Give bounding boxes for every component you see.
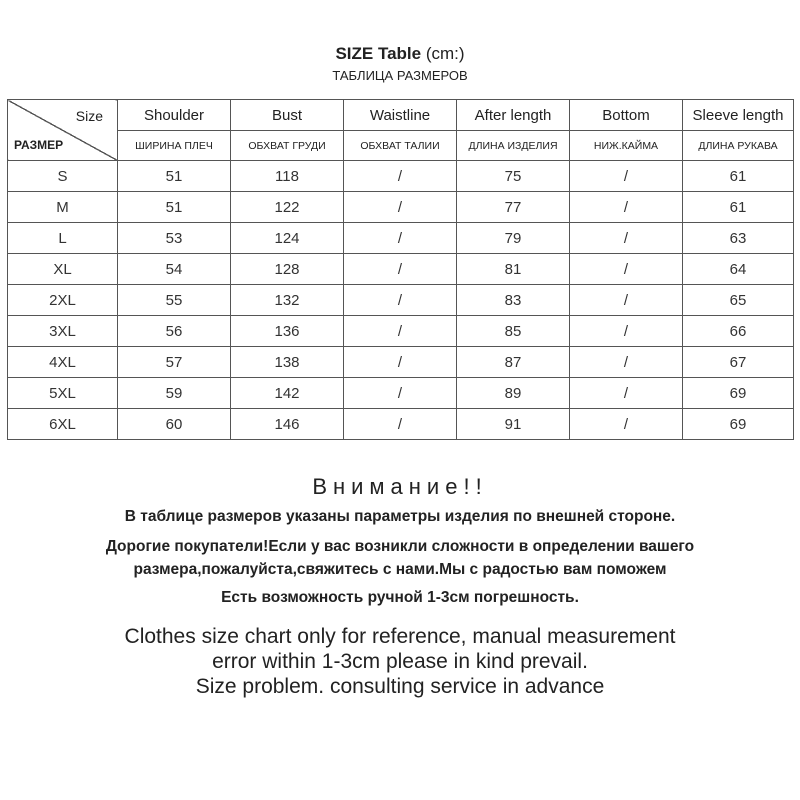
table-row [8, 409, 794, 440]
title-main: SIZE Table [335, 44, 422, 63]
size-cell: 6XL [8, 409, 118, 440]
column-header-en: Sleeve length [683, 100, 794, 131]
measurement-cell: 136 [231, 316, 344, 347]
measurement-cell: 89 [457, 378, 570, 409]
size-cell: S [8, 161, 118, 192]
measurement-cell: 122 [231, 192, 344, 223]
measurement-cell: / [344, 378, 457, 409]
measurement-cell: 124 [231, 223, 344, 254]
table-row [8, 378, 794, 409]
measurement-cell: / [570, 161, 683, 192]
column-header-en: After length [457, 100, 570, 131]
measurement-cell: 79 [457, 223, 570, 254]
column-header-ru: НИЖ.КАЙМА [570, 131, 683, 161]
page-subtitle: ТАБЛИЦА РАЗМЕРОВ [332, 68, 468, 83]
notice-ru-line: Есть возможность ручной 1-3см погрешность. [221, 589, 579, 606]
measurement-cell: 61 [683, 161, 794, 192]
measurement-cell: 128 [231, 254, 344, 285]
measurement-cell: / [344, 285, 457, 316]
size-cell: 4XL [8, 347, 118, 378]
measurement-cell: 60 [118, 409, 231, 440]
measurement-cell: 87 [457, 347, 570, 378]
measurement-cell: / [344, 161, 457, 192]
column-header-ru: ОБХВАТ ТАЛИИ [344, 131, 457, 161]
measurement-cell: / [344, 254, 457, 285]
measurement-cell: 66 [683, 316, 794, 347]
measurement-cell: / [344, 192, 457, 223]
measurement-cell: / [344, 223, 457, 254]
column-header-ru: ОБХВАТ ГРУДИ [231, 131, 344, 161]
measurement-cell: 51 [118, 192, 231, 223]
notice-en-line: Size problem. consulting service in advance [195, 675, 605, 698]
size-table-header [0, 44, 800, 83]
corner-label-razmer: РАЗМЕР [14, 138, 64, 152]
measurement-cell: / [344, 316, 457, 347]
measurement-cell: 83 [457, 285, 570, 316]
column-header-en: Shoulder [118, 100, 231, 131]
column-header-ru: ДЛИНА ИЗДЕЛИЯ [457, 131, 570, 161]
measurement-cell: 55 [118, 285, 231, 316]
measurement-cell: / [570, 192, 683, 223]
measurement-cell: 51 [118, 161, 231, 192]
title-unit: (cm:) [425, 44, 465, 63]
measurement-cell: 132 [231, 285, 344, 316]
size-cell: M [8, 192, 118, 223]
measurement-cell: 75 [457, 161, 570, 192]
notice-en-line: Clothes size chart only for reference, manual measurement [124, 625, 676, 648]
measurement-cell: / [344, 347, 457, 378]
column-header-en: Waistline [344, 100, 457, 131]
measurement-cell: 65 [683, 285, 794, 316]
measurement-cell: 69 [683, 378, 794, 409]
header-row-en [8, 100, 794, 131]
measurement-cell: 67 [683, 347, 794, 378]
measurement-cell: 54 [118, 254, 231, 285]
measurement-cell: 142 [231, 378, 344, 409]
measurement-cell: 81 [457, 254, 570, 285]
table-row [8, 285, 794, 316]
notice-en-line: error within 1-3cm please in kind prevail. [212, 650, 588, 673]
table-row [8, 316, 794, 347]
table-row [8, 223, 794, 254]
notice-ru-line: Дорогие покупатели!Если у вас возникли сложности в определении вашего [105, 538, 695, 555]
measurement-cell: / [570, 316, 683, 347]
corner-cell [8, 100, 118, 161]
size-table [7, 99, 794, 440]
measurement-cell: / [570, 378, 683, 409]
measurement-cell: / [570, 409, 683, 440]
measurement-cell: 138 [231, 347, 344, 378]
table-row [8, 347, 794, 378]
notice-ru-line: размера,пожалуйста,свяжитесь с нами.Мы с радостью вам поможем [133, 561, 667, 578]
measurement-cell: 57 [118, 347, 231, 378]
table-row [8, 254, 794, 285]
size-cell: L [8, 223, 118, 254]
measurement-cell: / [570, 254, 683, 285]
size-cell: 2XL [8, 285, 118, 316]
measurement-cell: 64 [683, 254, 794, 285]
measurement-cell: 146 [231, 409, 344, 440]
table-row [8, 161, 794, 192]
measurement-cell: 63 [683, 223, 794, 254]
measurement-cell: 77 [457, 192, 570, 223]
notice-ru-line: В таблице размеров указаны параметры изделия по внешней стороне. [124, 508, 676, 525]
measurement-cell: / [570, 285, 683, 316]
column-header-en: Bust [231, 100, 344, 131]
page-title [0, 44, 800, 64]
measurement-cell: 61 [683, 192, 794, 223]
measurement-cell: 91 [457, 409, 570, 440]
measurement-cell: 56 [118, 316, 231, 347]
measurement-cell: 69 [683, 409, 794, 440]
column-header-ru: ДЛИНА РУКАВА [683, 131, 794, 161]
measurement-cell: / [570, 347, 683, 378]
measurement-cell: 59 [118, 378, 231, 409]
measurement-cell: 85 [457, 316, 570, 347]
measurement-cell: 118 [231, 161, 344, 192]
measurement-cell: 53 [118, 223, 231, 254]
size-cell: XL [8, 254, 118, 285]
column-header-en: Bottom [570, 100, 683, 131]
table-row [8, 192, 794, 223]
notice-title: Внимание!! [312, 474, 488, 499]
corner-label-size: Size [75, 108, 103, 124]
measurement-cell: / [344, 409, 457, 440]
column-header-ru: ШИРИНА ПЛЕЧ [118, 131, 231, 161]
measurement-cell: / [570, 223, 683, 254]
size-cell: 3XL [8, 316, 118, 347]
size-cell: 5XL [8, 378, 118, 409]
header-row-ru [8, 131, 794, 161]
